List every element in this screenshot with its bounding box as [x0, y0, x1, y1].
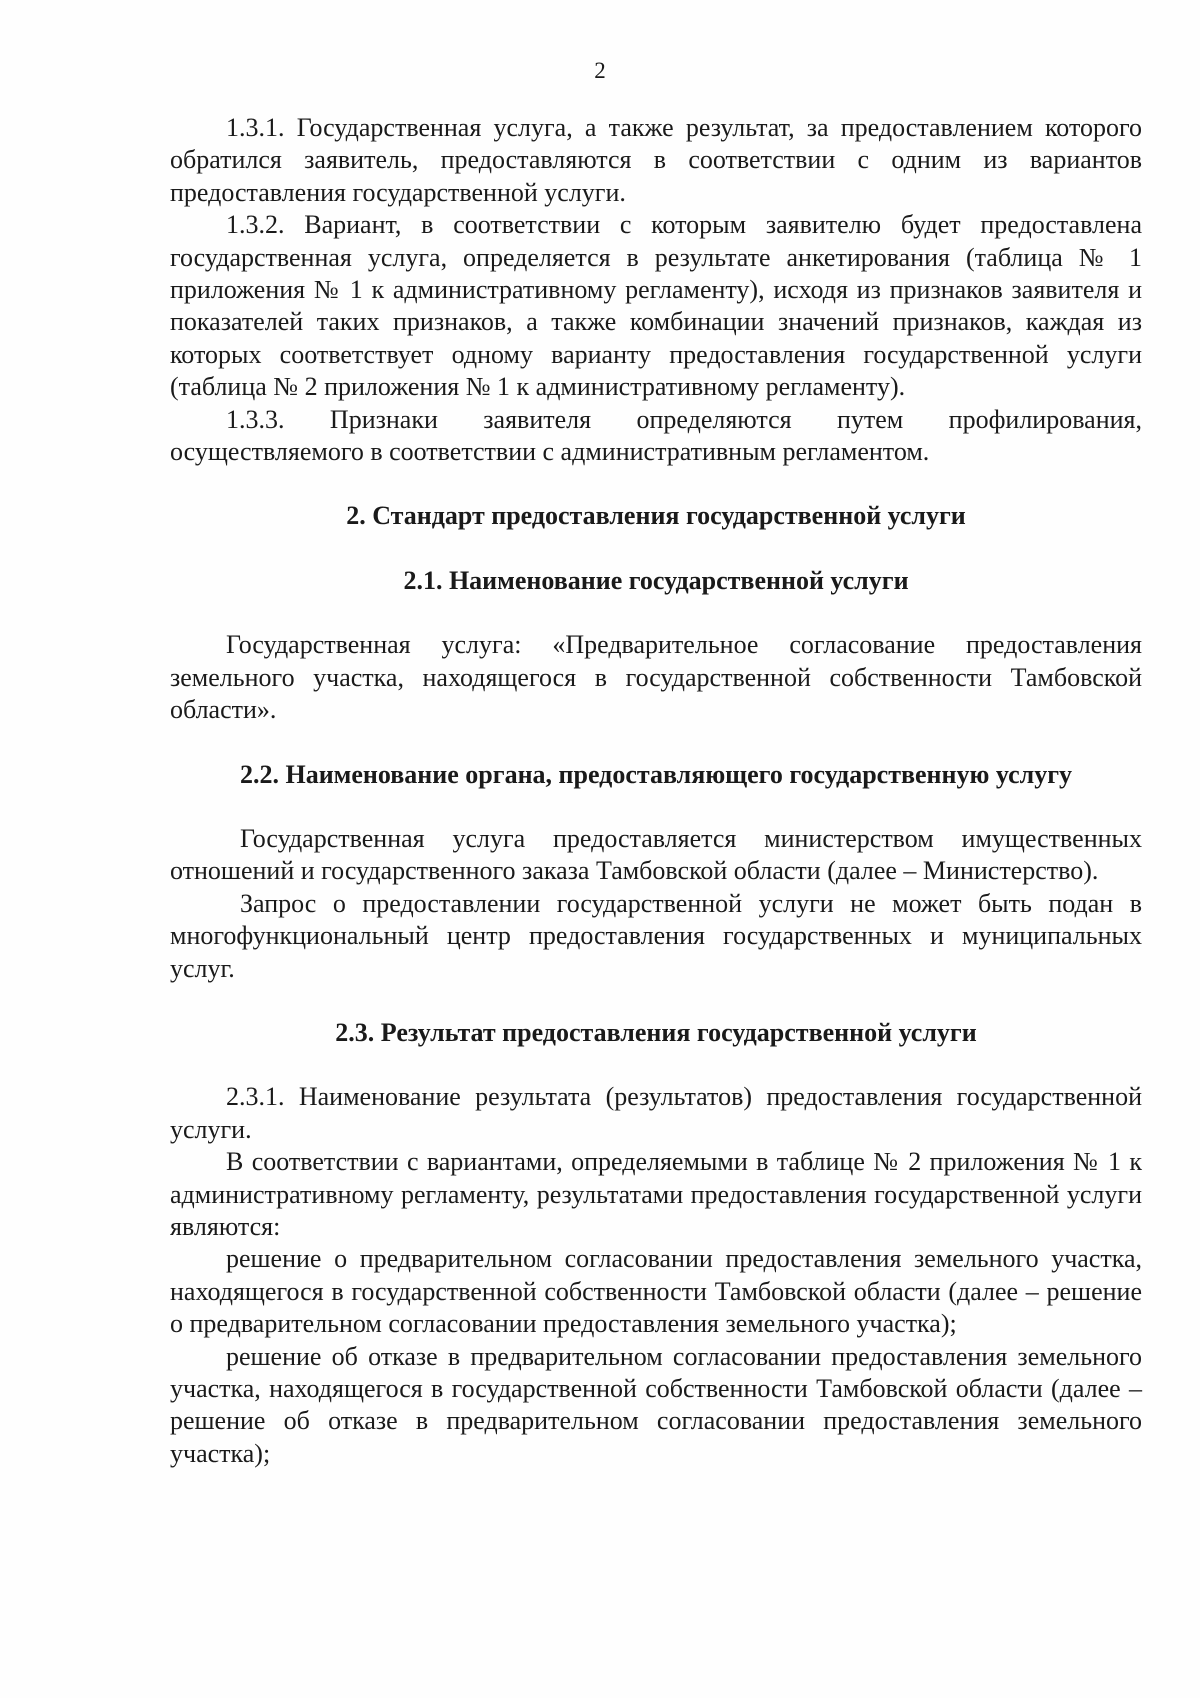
paragraph-1-3-3: 1.3.3. Признаки заявителя определяются путем профилирования, осуществляемого в соответствии с административным регламентом.: [170, 404, 1142, 467]
paragraph-2-3-1-d: решение об отказе в предварительном согласовании предоставления земельного участка, находящегося в государственной собственности Тамбовской области (далее – решение об отказе в предварительном согласовании предоставления земельного участка);: [170, 1341, 1142, 1468]
paragraph-2-3-1: 2.3.1. Наименование результата (результатов) предоставления государственной услуги.: [170, 1082, 1142, 1144]
section-heading-2-2: 2.2. Наименование органа, предоставляющего государственную услугу: [239, 759, 1073, 789]
spacer: [170, 597, 1142, 629]
spacer: [170, 791, 1142, 823]
section-heading-2-3: 2.3. Результат предоставления государственной услуги: [335, 1017, 977, 1047]
spacer: [170, 1049, 1142, 1081]
paragraph-2-3-1-c: решение о предварительном согласовании предоставления земельного участка, находящегося в государственной собственности Тамбовской области (далее – решение о предварительном согласовании предоставления земельного участка);: [170, 1244, 1142, 1339]
paragraph-1-3-1: 1.3.1. Государственная услуга, а также результат, за предоставлением которого обратился заявитель, предоставляются в соответствии с одним из вариантов предоставления государственной услуги.: [170, 113, 1142, 207]
paragraph-2-2-a: Государственная услуга предоставляется министерством имущественных отношений и государственного заказа Тамбовской области (далее – Министерство).: [170, 823, 1142, 886]
spacer: [170, 727, 1142, 759]
document-body: [170, 112, 1142, 1470]
paragraph-2-1: Государственная услуга: «Предварительное согласование предоставления земельного участка, находящегося в государственной собственности Тамбовской области».: [170, 630, 1142, 725]
spacer: [170, 468, 1142, 500]
section-heading-2-1: 2.1. Наименование государственной услуги: [403, 565, 909, 595]
paragraph-2-3-1-b: В соответствии с вариантами, определяемыми в таблице № 2 приложения № 1 к административному регламенту, результатами предоставления государственной услуги являются:: [170, 1147, 1142, 1241]
section-heading-2: 2. Стандарт предоставления государственной услуги: [346, 501, 966, 531]
spacer: [170, 533, 1142, 565]
page-number: 2: [594, 58, 606, 83]
paragraph-1-3-2: 1.3.2. Вариант, в соответствии с которым заявителю будет предоставлена государственная услуга, определяется в результате анкетирования (таблица № 1 приложения № 1 к административному регламенту), исходя из признаков заявителя и показателей таких признаков, а также комбинации значений признаков, каждая из которых соответствует одному варианту предоставления государственной услуги (таблица № 2 приложения № 1 к административному регламенту).: [170, 210, 1142, 402]
spacer: [170, 985, 1142, 1017]
paragraph-2-2-b: Запрос о предоставлении государственной услуги не может быть подан в многофункциональный центр предоставления государственных и муниципальных услуг.: [170, 888, 1142, 983]
